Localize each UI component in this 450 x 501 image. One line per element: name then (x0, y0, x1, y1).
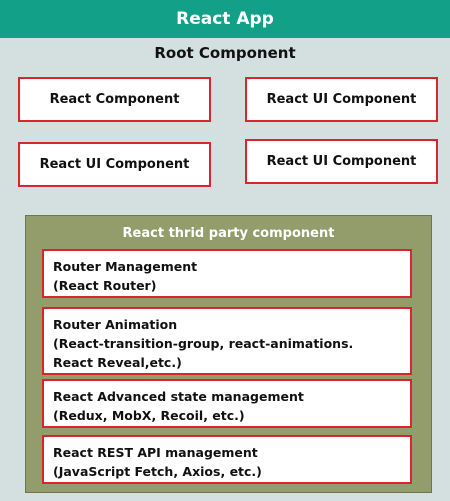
root-component-title: Root Component (154, 44, 296, 62)
rest-api-box (42, 435, 412, 484)
react-ui-component-label-3: React UI Component (266, 154, 417, 169)
router-animation-box (42, 307, 412, 375)
third-party-container (25, 215, 432, 493)
react-component-box (18, 77, 211, 122)
rest-api-detail: (JavaScript Fetch, Axios, etc.) (53, 464, 262, 479)
react-ui-component-box-3 (245, 139, 438, 184)
router-animation-detail-2: React Reveal,etc.) (53, 355, 182, 370)
state-management-name: React Advanced state management (53, 389, 304, 404)
router-animation-name: Router Animation (53, 317, 178, 332)
router-management-box (42, 249, 412, 298)
react-ui-component-box-1 (245, 77, 438, 122)
state-management-detail: (Redux, MobX, Recoil, etc.) (53, 408, 245, 423)
state-management-box (42, 379, 412, 428)
app-title: React App (176, 9, 274, 29)
third-party-title: React thrid party component (122, 226, 335, 241)
app-header (0, 0, 450, 38)
rest-api-name: React REST API management (53, 445, 258, 460)
router-management-name: Router Management (53, 259, 198, 274)
react-ui-component-label-1: React UI Component (266, 92, 417, 107)
react-ui-component-box-2 (18, 142, 211, 187)
router-management-detail: (React Router) (53, 278, 157, 293)
react-component-label: React Component (49, 92, 180, 107)
router-animation-detail: (React-transition-group, react-animations. (53, 336, 354, 351)
react-ui-component-label-2: React UI Component (39, 157, 190, 172)
